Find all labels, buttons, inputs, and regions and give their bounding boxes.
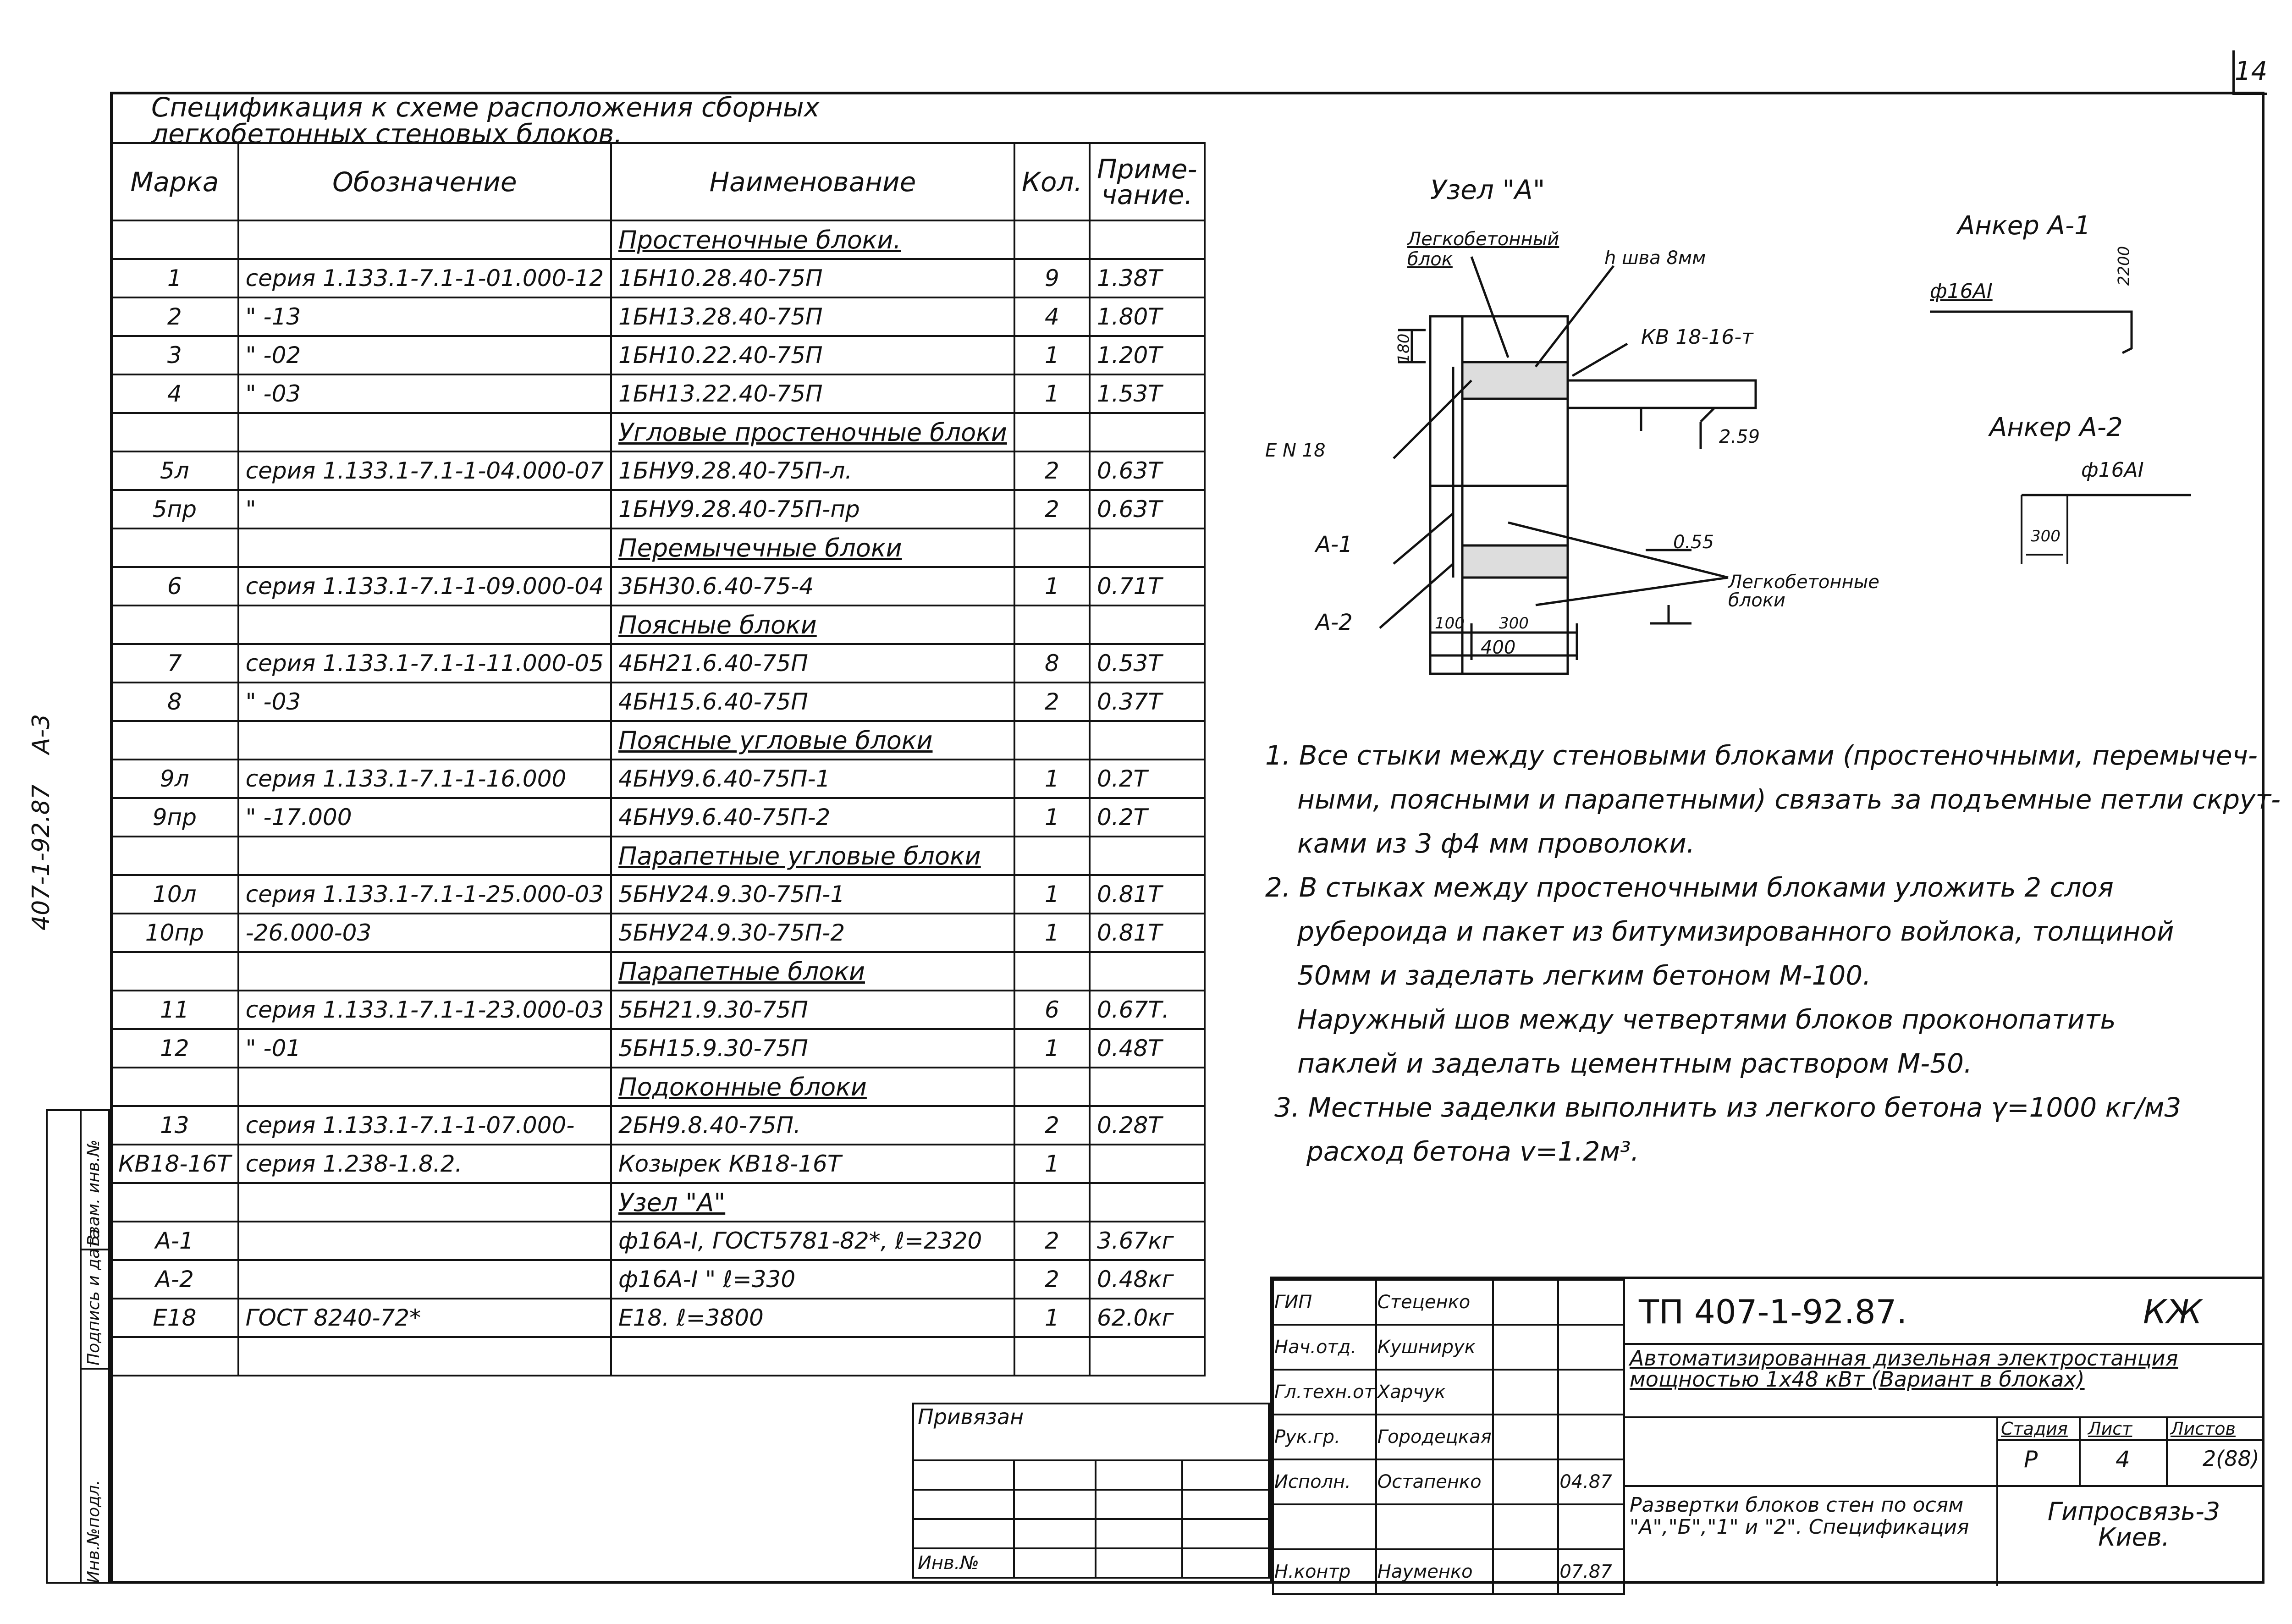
cell-qty: 2 — [1014, 451, 1090, 490]
cell-name: 1БН10.28.40-75П — [611, 259, 1014, 297]
stage-header: Стадия — [2001, 1419, 2068, 1439]
cell-note: 62.0кг — [1090, 1299, 1205, 1337]
cell-qty: 2 — [1014, 1260, 1090, 1299]
cell-qty: 2 — [1014, 683, 1090, 721]
label-e18: Е N 18 — [1265, 440, 1326, 461]
cell-qty: 8 — [1014, 644, 1090, 683]
cell-name: 1БН10.22.40-75П — [611, 336, 1014, 374]
drawing-title: Развертки блоков стен по осям "А","Б","1" и "2". Спецификация — [1630, 1493, 1969, 1539]
cell-name: 1БНУ9.28.40-75П-л. — [611, 451, 1014, 490]
spec-row — [111, 1222, 1205, 1260]
person-role: Исполн. — [1273, 1459, 1376, 1504]
cell-mark: 7 — [111, 644, 238, 683]
cell-name: 3БН30.6.40-75-4 — [611, 567, 1014, 606]
cell-name: 4БНУ9.6.40-75П-2 — [611, 798, 1014, 837]
anchor-a1 — [1902, 202, 2177, 367]
label-blocks: Легкобетонные блоки — [1728, 572, 1879, 611]
cell-designation: серия 1.133.1-7.1-1-01.000-12 — [238, 259, 611, 297]
person-date — [1558, 1370, 1624, 1415]
person-name — [1376, 1504, 1493, 1549]
cell-note: 3.67кг — [1090, 1222, 1205, 1260]
cell-mark — [111, 837, 238, 875]
cell-designation: серия 1.133.1-7.1-1-23.000-03 — [238, 991, 611, 1029]
cell-designation — [238, 220, 611, 259]
cell-note: 0.2Т — [1090, 798, 1205, 837]
cell-designation — [238, 528, 611, 567]
cell-empty — [238, 1337, 611, 1376]
header-note: Приме-чание. — [1090, 143, 1205, 220]
cell-qty: 1 — [1014, 1145, 1090, 1183]
cell-designation — [238, 837, 611, 875]
spec-group-row — [111, 220, 1205, 259]
dim-055: 0.55 — [1673, 532, 1714, 553]
sheets-value: 2(88) — [2203, 1446, 2259, 1471]
person-role: Нач.отд. — [1273, 1325, 1376, 1370]
anchor-a2 — [1962, 403, 2237, 587]
cell-mark — [111, 952, 238, 991]
cell-name: Е18. ℓ=3800 — [611, 1299, 1014, 1337]
person-signature — [1493, 1280, 1559, 1325]
person-date — [1558, 1325, 1624, 1370]
cell-note — [1090, 220, 1205, 259]
note-line: 2. В стыках между простеночными блоками уложить 2 слоя — [1265, 872, 2114, 903]
cell-designation — [238, 606, 611, 644]
person-signature — [1493, 1415, 1559, 1459]
cell-mark: 2 — [111, 297, 238, 336]
spec-row — [111, 914, 1205, 952]
person-role: Гл.техн.от — [1273, 1370, 1376, 1415]
cell-empty — [611, 1337, 1014, 1376]
spec-group-row — [111, 413, 1205, 451]
cell-note: 0.48кг — [1090, 1260, 1205, 1299]
dim-100: 100 — [1435, 614, 1465, 633]
cell-note: 1.53Т — [1090, 374, 1205, 413]
stage-value: Р — [2024, 1446, 2038, 1473]
spec-row — [111, 991, 1205, 1029]
cell-qty — [1014, 528, 1090, 567]
cell-name: 5БНУ24.9.30-75П-1 — [611, 875, 1014, 914]
cell-name: Козырек КВ18-16Т — [611, 1145, 1014, 1183]
spec-row — [111, 259, 1205, 297]
cell-note: 1.38Т — [1090, 259, 1205, 297]
cell-name: 4БН21.6.40-75П — [611, 644, 1014, 683]
spec-row — [111, 644, 1205, 683]
cell-mark: 5л — [111, 451, 238, 490]
cell-note: 0.81Т — [1090, 914, 1205, 952]
anchor-a1-dim: 2200 — [2115, 246, 2133, 286]
header-mark: Марка — [111, 143, 238, 220]
label-weld: h шва 8мм — [1604, 248, 1706, 269]
notes — [1265, 733, 2281, 1173]
cell-designation: " -17.000 — [238, 798, 611, 837]
spec-row — [111, 875, 1205, 914]
cell-note: 0.71Т — [1090, 567, 1205, 606]
cell-designation: " -13 — [238, 297, 611, 336]
level-marker-259 — [1701, 408, 1714, 449]
person-signature — [1493, 1459, 1559, 1504]
spec-group-row — [111, 1183, 1205, 1222]
spec-table — [110, 142, 1206, 1376]
cell-mark — [111, 528, 238, 567]
dim-300: 300 — [1499, 614, 1529, 633]
cell-qty: 1 — [1014, 374, 1090, 413]
person-name: Харчук — [1376, 1370, 1493, 1415]
person-name: Остапенко — [1376, 1459, 1493, 1504]
cell-note — [1090, 952, 1205, 991]
cell-qty — [1014, 413, 1090, 451]
cell-qty: 1 — [1014, 1299, 1090, 1337]
cell-name: Подоконные блоки — [611, 1068, 1014, 1106]
cell-name: 4БН15.6.40-75П — [611, 683, 1014, 721]
cell-mark: 12 — [111, 1029, 238, 1068]
spec-row — [111, 798, 1205, 837]
cell-designation: " -03 — [238, 374, 611, 413]
privyazan-label: Привязан — [913, 1404, 1269, 1460]
cell-designation — [238, 721, 611, 760]
cell-mark — [111, 606, 238, 644]
cell-designation: " — [238, 490, 611, 528]
cell-qty — [1014, 606, 1090, 644]
cell-note: 0.2Т — [1090, 760, 1205, 798]
cell-qty: 1 — [1014, 875, 1090, 914]
sheet-value: 4 — [2116, 1446, 2130, 1473]
cell-name: 4БНУ9.6.40-75П-1 — [611, 760, 1014, 798]
cell-name: 2БН9.8.40-75П. — [611, 1106, 1014, 1145]
cell-qty: 2 — [1014, 1106, 1090, 1145]
cell-designation: " -03 — [238, 683, 611, 721]
spec-header-row — [111, 143, 1205, 220]
cell-qty — [1014, 721, 1090, 760]
cell-note — [1090, 528, 1205, 567]
title-person-row — [1273, 1415, 1624, 1459]
cell-qty: 6 — [1014, 991, 1090, 1029]
cell-mark: 5пр — [111, 490, 238, 528]
cell-name: 5БНУ24.9.30-75П-2 — [611, 914, 1014, 952]
cell-note — [1090, 1068, 1205, 1106]
cell-qty: 2 — [1014, 490, 1090, 528]
spec-group-row — [111, 952, 1205, 991]
cell-designation: серия 1.238-1.8.2. — [238, 1145, 611, 1183]
cell-mark: 13 — [111, 1106, 238, 1145]
person-date — [1558, 1280, 1624, 1325]
cell-mark: 10л — [111, 875, 238, 914]
cell-qty — [1014, 1183, 1090, 1222]
cell-mark: Е18 — [111, 1299, 238, 1337]
note-line: 1. Все стыки между стеновыми блоками (простеночными, перемычеч- — [1265, 740, 2258, 771]
cell-mark: 9пр — [111, 798, 238, 837]
title-person-row — [1273, 1325, 1624, 1370]
spec-row — [111, 1106, 1205, 1145]
person-date — [1558, 1504, 1624, 1549]
title-person-row — [1273, 1549, 1624, 1594]
person-date: 04.87 — [1558, 1459, 1624, 1504]
spec-row — [111, 1029, 1205, 1068]
cell-qty: 1 — [1014, 798, 1090, 837]
cell-qty: 4 — [1014, 297, 1090, 336]
cell-designation — [238, 1183, 611, 1222]
cell-mark: 9л — [111, 760, 238, 798]
anchor-a1-svg — [1902, 202, 2177, 367]
cell-designation: серия 1.133.1-7.1-1-11.000-05 — [238, 644, 611, 683]
cell-name: Перемычечные блоки — [611, 528, 1014, 567]
cell-note — [1090, 837, 1205, 875]
title-project: Автоматизированная дизельная электростанция мощностью 1х48 кВт (Вариант в блоках) — [1630, 1346, 2178, 1392]
person-signature — [1493, 1549, 1559, 1594]
dim-180: 180 — [1394, 333, 1413, 363]
left-stamp — [46, 1109, 110, 1584]
title-person-row — [1273, 1504, 1624, 1549]
title-people — [1272, 1279, 1625, 1595]
spec-title: Спецификация к схеме расположения сборных легкобетонных стеновых блоков. — [151, 92, 820, 149]
cell-designation: серия 1.133.1-7.1-1-07.000- — [238, 1106, 611, 1145]
cell-mark — [111, 413, 238, 451]
person-role: ГИП — [1273, 1280, 1376, 1325]
cell-note: 0.37Т — [1090, 683, 1205, 721]
spec-row — [111, 760, 1205, 798]
person-role: Рук.гр. — [1273, 1415, 1376, 1459]
cell-note — [1090, 1183, 1205, 1222]
cell-designation — [238, 1260, 611, 1299]
person-name: Кушнирук — [1376, 1325, 1493, 1370]
title-person-row — [1273, 1280, 1624, 1325]
cell-name: 1БНУ9.28.40-75П-пр — [611, 490, 1014, 528]
spec-group-row — [111, 837, 1205, 875]
cell-qty: 1 — [1014, 567, 1090, 606]
sheet-number-box — [2232, 50, 2267, 95]
cell-designation — [238, 413, 611, 451]
cell-note: 1.80Т — [1090, 297, 1205, 336]
cell-designation: " -02 — [238, 336, 611, 374]
cell-designation — [238, 1222, 611, 1260]
cell-mark: 1 — [111, 259, 238, 297]
cell-name: Угловые простеночные блоки — [611, 413, 1014, 451]
anchor-a2-title: Анкер А-2 — [1989, 413, 2123, 442]
cell-name: Парапетные блоки — [611, 952, 1014, 991]
cell-note — [1090, 606, 1205, 644]
cell-qty — [1014, 220, 1090, 259]
cell-name: 5БН15.9.30-75П — [611, 1029, 1014, 1068]
label-light-block: Легкобетонный блок — [1407, 229, 1559, 270]
person-signature — [1493, 1504, 1559, 1549]
cell-note: 0.81Т — [1090, 875, 1205, 914]
spec-row — [111, 336, 1205, 374]
cell-mark — [111, 721, 238, 760]
cell-empty — [1014, 1337, 1090, 1376]
cell-qty: 1 — [1014, 914, 1090, 952]
cell-note — [1090, 721, 1205, 760]
spec-group-row — [111, 528, 1205, 567]
sheet-header: Лист — [2088, 1419, 2132, 1439]
person-name: Науменко — [1376, 1549, 1493, 1594]
cell-name: ф16А-I " ℓ=330 — [611, 1260, 1014, 1299]
spec-body — [111, 220, 1205, 1376]
cell-mark: А-2 — [111, 1260, 238, 1299]
note-line: паклей и заделать цементным раствором М-50. — [1297, 1048, 1972, 1079]
person-role — [1273, 1504, 1376, 1549]
spec-row — [111, 683, 1205, 721]
cell-name: ф16А-I, ГОСТ5781-82*, ℓ=2320 — [611, 1222, 1014, 1260]
spec-row — [111, 490, 1205, 528]
spec-empty-row — [111, 1337, 1205, 1376]
cell-qty: 1 — [1014, 336, 1090, 374]
privyazan-block — [912, 1403, 1270, 1579]
cell-name: Парапетные угловые блоки — [611, 837, 1014, 875]
cell-designation — [238, 1068, 611, 1106]
person-name: Стеценко — [1376, 1280, 1493, 1325]
stamp-signature: Подпись и дата — [84, 1228, 103, 1365]
spec-row — [111, 1145, 1205, 1183]
title-kzh: КЖ — [2143, 1293, 2202, 1331]
spec-group-row — [111, 721, 1205, 760]
cell-mark: 3 — [111, 336, 238, 374]
cell-qty: 1 — [1014, 760, 1090, 798]
cell-designation: " -01 — [238, 1029, 611, 1068]
header-qty: Кол. — [1014, 143, 1090, 220]
note-line: расход бетона v=1.2м³. — [1306, 1136, 1639, 1167]
cell-note — [1090, 1145, 1205, 1183]
spec-group-row — [111, 1068, 1205, 1106]
cell-qty: 2 — [1014, 1222, 1090, 1260]
person-date — [1558, 1415, 1624, 1459]
anchor-a1-bar: ф16АI — [1930, 280, 1993, 303]
cell-note: 0.48Т — [1090, 1029, 1205, 1068]
note-line: рубероида и пакет из битумизированного войлока, толщиной — [1297, 916, 2174, 947]
note-line: Наружный шов между четвертями блоков проконопатить — [1297, 1004, 2116, 1035]
cell-name: 5БН21.9.30-75П — [611, 991, 1014, 1029]
cell-qty — [1014, 952, 1090, 991]
label-a2: А-2 — [1316, 610, 1353, 635]
cell-qty — [1014, 1068, 1090, 1106]
node-a-drawing — [1215, 165, 1879, 692]
organization: Гипросвязь-3 Киев. — [2047, 1497, 2220, 1552]
note-line: 50мм и заделать легким бетоном М-100. — [1297, 960, 1871, 991]
cell-empty — [111, 1337, 238, 1376]
cell-note: 0.63Т — [1090, 490, 1205, 528]
dim-259: 2.59 — [1719, 426, 1760, 447]
spec-row — [111, 297, 1205, 336]
cell-note: 1.20Т — [1090, 336, 1205, 374]
stamp-inv: Инв.№подл. — [84, 1480, 103, 1583]
cell-mark: 4 — [111, 374, 238, 413]
cell-note: 0.63Т — [1090, 451, 1205, 490]
anchor-a2-svg — [1962, 403, 2237, 587]
inv-no-label: Инв.№ — [913, 1548, 1014, 1578]
header-name: Наименование — [611, 143, 1014, 220]
side-code-text: 407-1-92.87 — [28, 784, 55, 930]
note-line: ными, поясными и парапетными) связать за подъемные петли скрут- — [1297, 784, 2281, 815]
spec-row — [111, 1299, 1205, 1337]
person-name: Городецкая — [1376, 1415, 1493, 1459]
cell-qty — [1014, 837, 1090, 875]
person-signature — [1493, 1325, 1559, 1370]
cell-note: 0.28Т — [1090, 1106, 1205, 1145]
stamp-replace: Взам. инв.№ — [84, 1140, 103, 1246]
cell-mark: 8 — [111, 683, 238, 721]
side-code — [28, 701, 55, 930]
side-mark-text: A-3 — [28, 714, 55, 754]
person-date: 07.87 — [1558, 1549, 1624, 1594]
spec-row — [111, 1260, 1205, 1299]
cell-mark: 10пр — [111, 914, 238, 952]
person-signature — [1493, 1370, 1559, 1415]
cell-mark — [111, 220, 238, 259]
cell-designation: -26.000-03 — [238, 914, 611, 952]
spec-row — [111, 451, 1205, 490]
cell-mark — [111, 1068, 238, 1106]
anchor-a2-dim: 300 — [2031, 527, 2061, 545]
cell-mark: А-1 — [111, 1222, 238, 1260]
cell-name: Поясные блоки — [611, 606, 1014, 644]
person-role: Н.контр — [1273, 1549, 1376, 1594]
label-a1: А-1 — [1316, 532, 1353, 557]
note-line: ками из 3 ф4 мм проволоки. — [1297, 828, 1695, 859]
title-code: ТП 407-1-92.87. — [1639, 1293, 1907, 1331]
cell-note: 0.53Т — [1090, 644, 1205, 683]
cell-name: 1БН13.22.40-75П — [611, 374, 1014, 413]
title-block — [1270, 1277, 2264, 1584]
cell-designation: серия 1.133.1-7.1-1-16.000 — [238, 760, 611, 798]
cell-name: Простеночные блоки. — [611, 220, 1014, 259]
cell-mark: КВ18-16Т — [111, 1145, 238, 1183]
cell-qty: 1 — [1014, 1029, 1090, 1068]
cell-designation: серия 1.133.1-7.1-1-04.000-07 — [238, 451, 611, 490]
cell-mark — [111, 1183, 238, 1222]
cell-designation — [238, 952, 611, 991]
cell-name: 1БН13.28.40-75П — [611, 297, 1014, 336]
cell-name: Узел "А" — [611, 1183, 1014, 1222]
spec-row — [111, 374, 1205, 413]
cell-qty: 9 — [1014, 259, 1090, 297]
cell-note — [1090, 413, 1205, 451]
title-person-row — [1273, 1370, 1624, 1415]
note-line: 3. Местные заделки выполнить из легкого бетона γ=1000 кг/м3 — [1274, 1092, 2182, 1123]
sheet-number: 14 — [2235, 56, 2268, 86]
anchor-a1-title: Анкер А-1 — [1957, 211, 2091, 241]
cell-designation: ГОСТ 8240-72* — [238, 1299, 611, 1337]
cell-designation: серия 1.133.1-7.1-1-25.000-03 — [238, 875, 611, 914]
spec-group-row — [111, 606, 1205, 644]
spec-row — [111, 567, 1205, 606]
cell-mark: 6 — [111, 567, 238, 606]
anchor-a2-bar: ф16АI — [2081, 458, 2144, 482]
dim-400: 400 — [1481, 637, 1516, 658]
header-designation: Обозначение — [238, 143, 611, 220]
cell-empty — [1090, 1337, 1205, 1376]
cell-note: 0.67Т. — [1090, 991, 1205, 1029]
cell-designation: серия 1.133.1-7.1-1-09.000-04 — [238, 567, 611, 606]
sheets-header: Листов — [2171, 1419, 2236, 1439]
cell-name: Поясные угловые блоки — [611, 721, 1014, 760]
cell-mark: 11 — [111, 991, 238, 1029]
label-kv: КВ 18-16-т — [1641, 325, 1753, 349]
node-a-title: Узел "А" — [1430, 174, 1545, 205]
title-person-row — [1273, 1459, 1624, 1504]
